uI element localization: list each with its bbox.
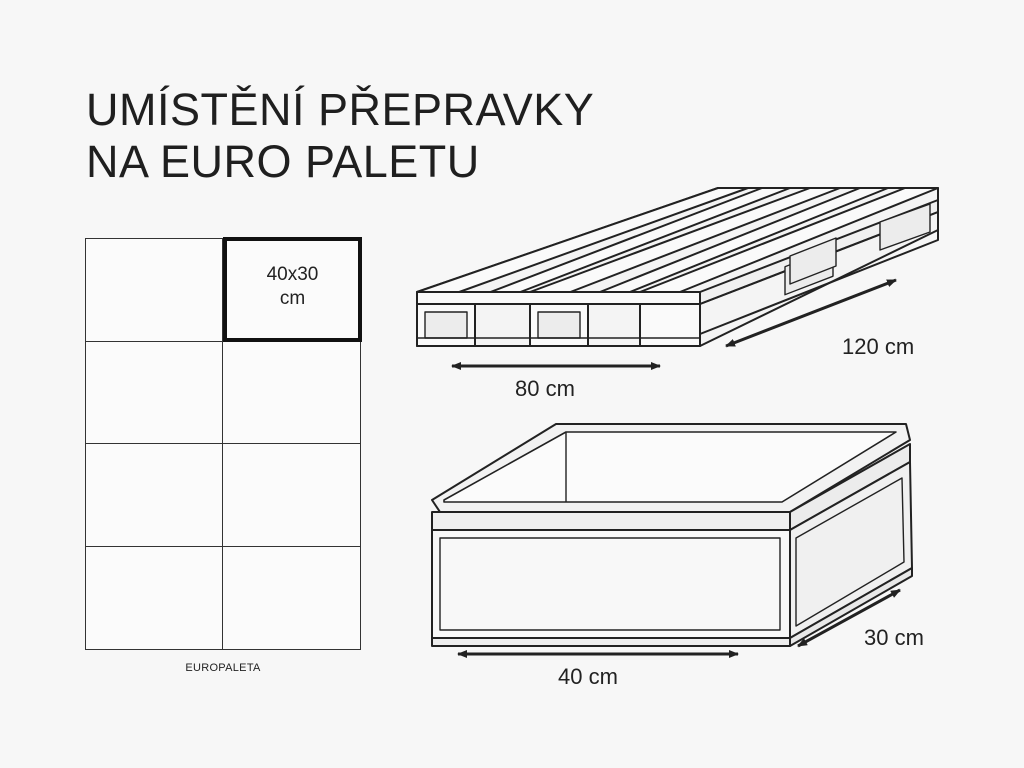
pallet-length-label: 120 cm	[842, 334, 915, 359]
title-line-1: UMÍSTĚNÍ PŘEPRAVKY	[86, 84, 595, 135]
highlight-label-size: 40x30	[266, 264, 319, 285]
highlight-label-unit: cm	[279, 288, 306, 309]
pallet-width-label: 80 cm	[515, 376, 575, 401]
title-line-2: NA EURO PALETU	[86, 136, 480, 187]
crate-width-label: 30 cm	[864, 625, 924, 650]
crate-drawing	[432, 424, 912, 646]
grid-caption: EUROPALETA	[185, 662, 261, 674]
euro-pallet-drawing	[417, 188, 938, 346]
crate-length-label: 40 cm	[558, 664, 618, 689]
